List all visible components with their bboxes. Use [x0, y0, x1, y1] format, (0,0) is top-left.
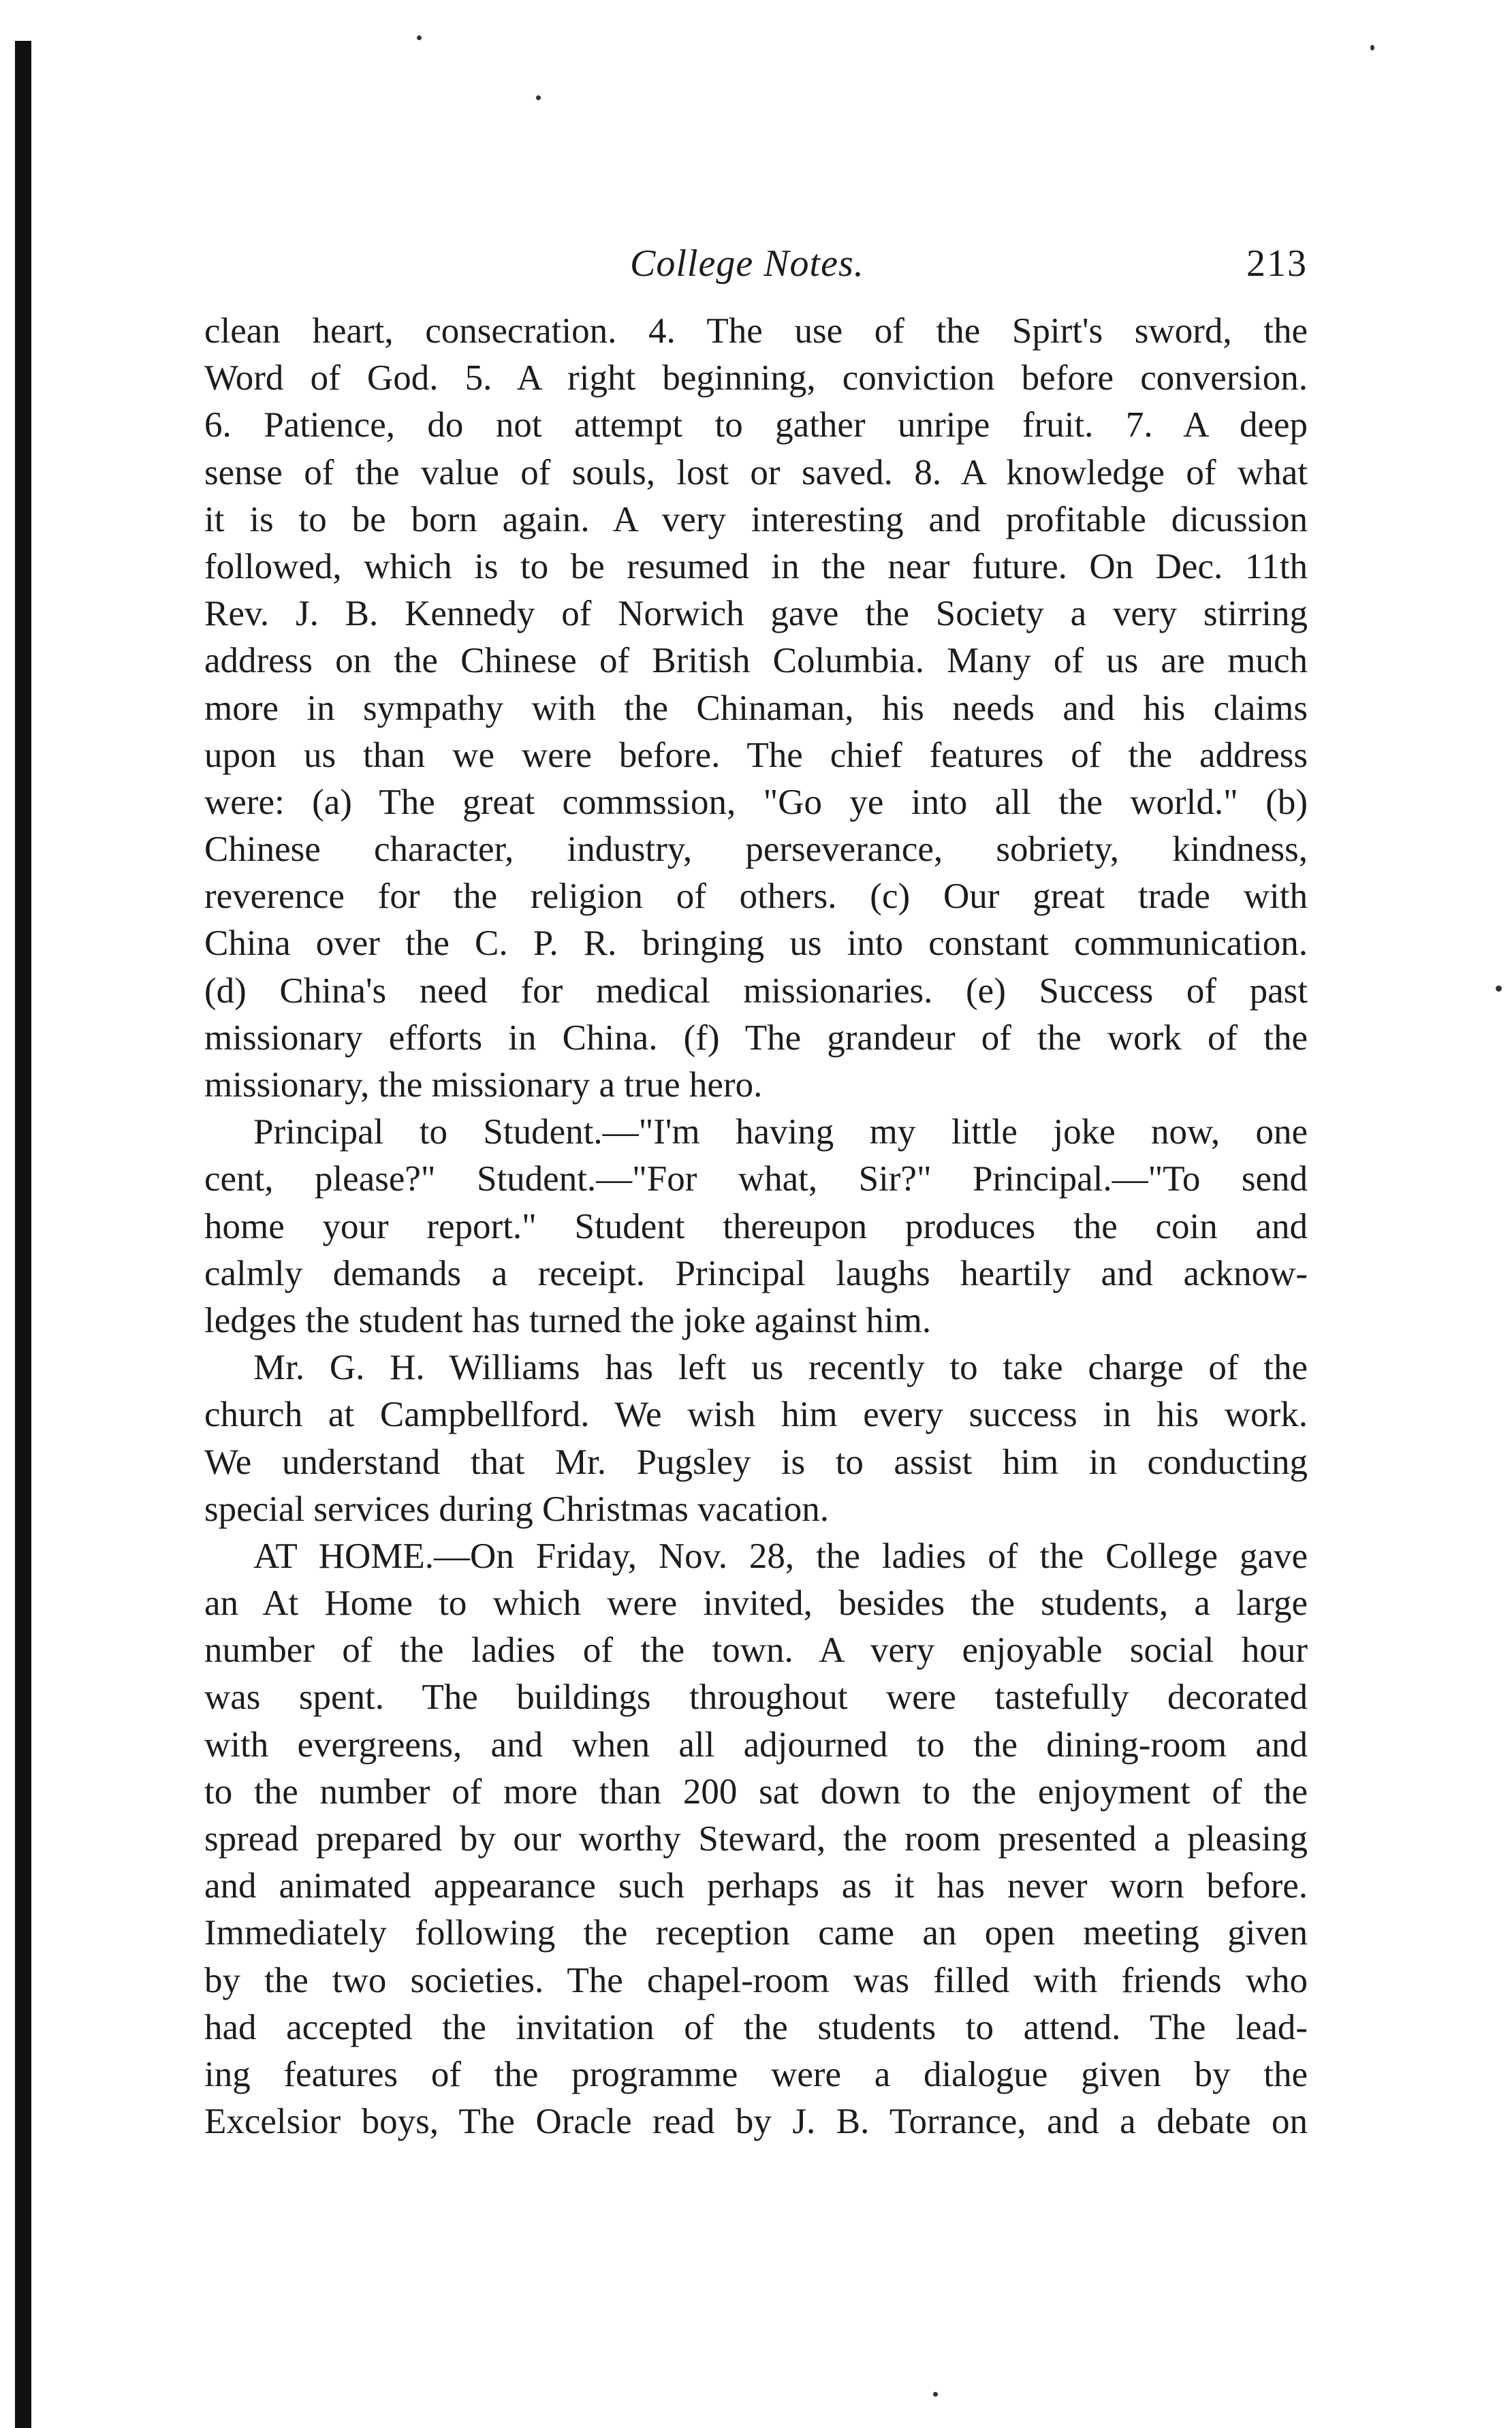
scan-speck: [1496, 986, 1502, 992]
body-text: [204, 308, 1308, 2145]
text-line: China over the C. P. R. bringing us into constant communication.: [204, 924, 1308, 964]
text-line: spread prepared by our worthy Steward, the room presented a pleasing: [204, 1819, 1308, 1859]
text-line: an At Home to which were invited, besides the students, a large: [204, 1583, 1308, 1624]
text-line: We understand that Mr. Pugsley is to assist him in conducting: [204, 1442, 1308, 1482]
scan-speck: [933, 2392, 938, 2397]
text-line: clean heart, consecration. 4. The use of the Spirt's sword, the: [204, 311, 1308, 351]
text-line: was spent. The buildings throughout were tastefully decorated: [204, 1677, 1308, 1718]
text-line: Principal to Student.—"I'm having my little joke now, one: [253, 1112, 1308, 1152]
text-line: followed, which is to be resumed in the near future. On Dec. 11th: [204, 546, 1308, 586]
scan-speck: [417, 35, 422, 40]
text-line: upon us than we were before. The chief features of the address: [204, 735, 1308, 775]
text-line: Immediately following the reception came an open meeting given: [204, 1913, 1308, 1953]
text-line: were: (a) The great commssion, "Go ye into all the world." (b): [204, 782, 1308, 822]
text-line: it is to be born again. A very interesting and profitable dicussion: [204, 499, 1308, 539]
text-line: 6. Patience, do not attempt to gather unripe fruit. 7. A deep: [204, 405, 1308, 445]
text-line: missionary, the missionary a true hero.: [204, 1065, 763, 1105]
text-line: ing features of the programme were a dialogue given by the: [204, 2054, 1308, 2094]
text-line: Chinese character, industry, perseverance, sobriety, kindness,: [204, 830, 1308, 870]
text-line: Rev. J. B. Kennedy of Norwich gave the Society a very stirring: [204, 594, 1308, 634]
text-line: more in sympathy with the Chinaman, his needs and his claims: [204, 688, 1308, 728]
text-line: reverence for the religion of others. (c) Our great trade with: [204, 877, 1308, 917]
text-line: church at Campbellford. We wish him every success in his work.: [204, 1395, 1308, 1435]
text-line: number of the ladies of the town. A very enjoyable social hour: [204, 1630, 1308, 1671]
text-line: sense of the value of souls, lost or saved. 8. A knowledge of what: [204, 452, 1308, 492]
scan-speck: [1370, 45, 1374, 50]
text-line: special services during Christmas vacation.: [204, 1489, 829, 1529]
text-line: and animated appearance such perhaps as it has never worn before.: [204, 1866, 1308, 1906]
paragraph-williams: [204, 1344, 1308, 1533]
running-header: [204, 242, 1308, 296]
text-line: (d) China's need for medical missionaries. (e) Success of past: [204, 971, 1308, 1011]
scan-edge-shadow: [15, 41, 31, 2428]
text-line: Word of God. 5. A right beginning, conviction before conversion.: [204, 358, 1308, 398]
text-line: had accepted the invitation of the students to attend. The lead-: [204, 2007, 1308, 2047]
text-line: AT HOME.—On Friday, Nov. 28, the ladies of the College gave: [253, 1536, 1308, 1576]
running-title: College Notes.: [630, 242, 864, 285]
page-number: 213: [1246, 242, 1308, 285]
text-line: cent, please?" Student.—"For what, Sir?" Principal.—"To send: [204, 1159, 1308, 1199]
scan-speck: [536, 95, 541, 100]
text-line: with evergreens, and when all adjourned to the dining-room and: [204, 1724, 1308, 1765]
text-line: address on the Chinese of British Columbia. Many of us are much: [204, 641, 1308, 681]
text-line: home your report." Student thereupon produces the coin and: [204, 1206, 1308, 1246]
text-line: Mr. G. H. Williams has left us recently to take charge of the: [253, 1348, 1308, 1388]
text-line: Excelsior boys, The Oracle read by J. B. Torrance, and a debate on: [204, 2102, 1308, 2142]
paragraph-principal-joke: [204, 1109, 1308, 1344]
text-line: ledges the student has turned the joke against him.: [204, 1300, 932, 1340]
text-line: calmly demands a receipt. Principal laughs heartily and acknow-: [204, 1253, 1308, 1293]
text-line: to the number of more than 200 sat down to the enjoyment of the: [204, 1771, 1308, 1812]
paragraph-society-address: [204, 308, 1308, 1109]
text-line: missionary efforts in China. (f) The grandeur of the work of the: [204, 1018, 1308, 1058]
paragraph-at-home: [204, 1533, 1308, 2145]
text-line: by the two societies. The chapel-room was filled with friends who: [204, 1960, 1308, 2000]
